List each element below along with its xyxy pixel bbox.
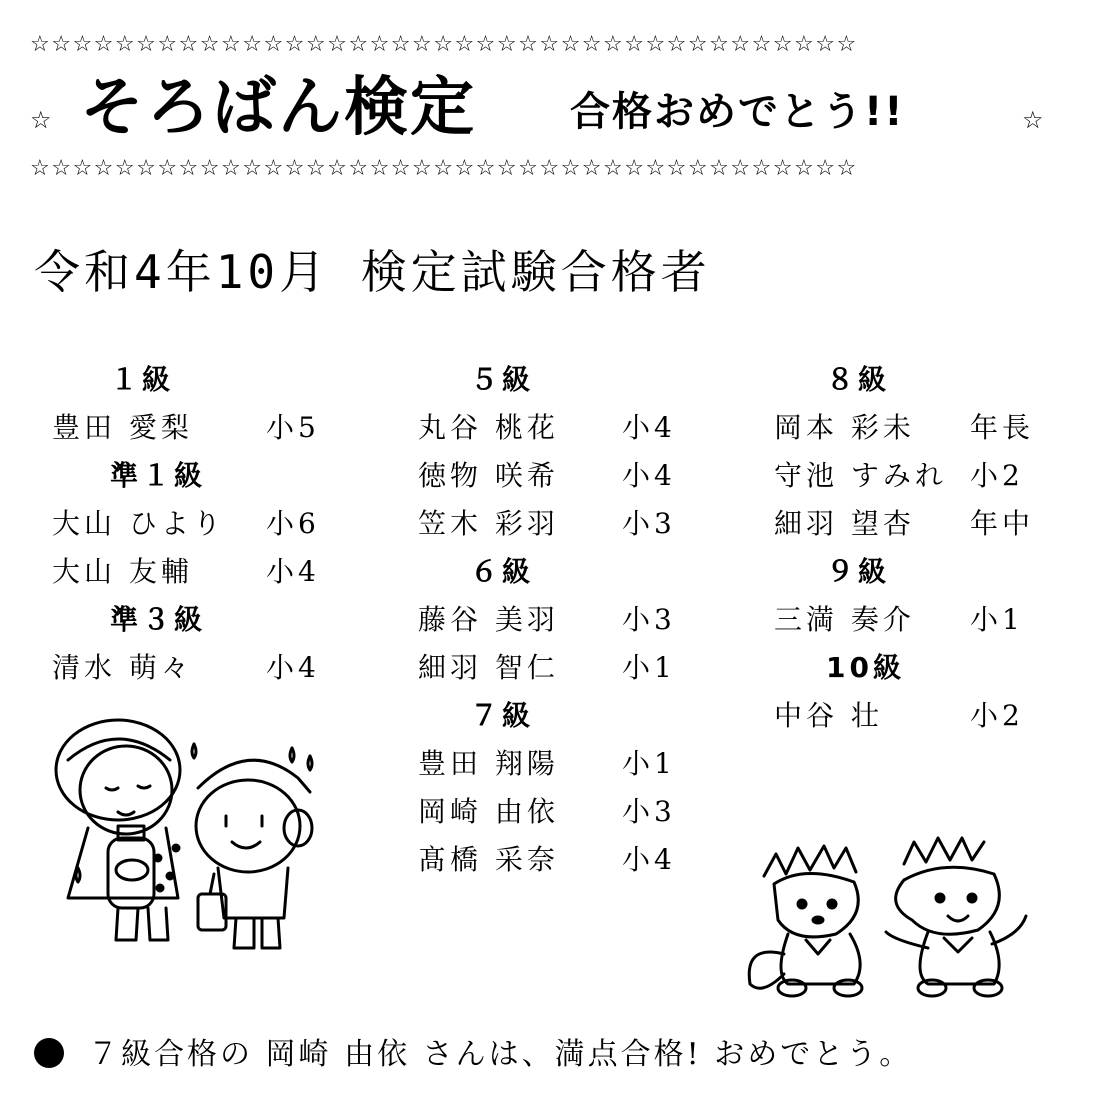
school-year: 小4 (266, 555, 320, 588)
school-year: 小3 (622, 603, 676, 636)
school-year: 小2 (970, 459, 1024, 492)
result-row (410, 644, 740, 692)
page-subtitle: 令和4年10月 検定試験合格者 (34, 245, 711, 299)
result-row (750, 596, 1050, 644)
student-name: 中谷 壮 (774, 699, 883, 732)
school-year: 小4 (622, 459, 676, 492)
star-right-icon: ☆ (1022, 106, 1044, 134)
star-left-icon: ☆ (30, 106, 52, 134)
student-name: 大山 ひより (52, 507, 225, 540)
result-row (410, 740, 740, 788)
result-row (410, 500, 740, 548)
grade-heading: ９級 (826, 555, 891, 588)
school-year: 小6 (266, 507, 320, 540)
school-year: 年長 (970, 411, 1035, 444)
grade-heading: ５級 (470, 363, 535, 396)
student-name: 笠木 彩羽 (418, 507, 559, 540)
grade-heading: 準１級 (110, 459, 207, 492)
result-row (30, 548, 360, 596)
student-name: 丸谷 桃花 (418, 411, 559, 444)
result-row (750, 452, 1050, 500)
results-column-3 (750, 356, 1050, 740)
student-name: 髙橋 采奈 (418, 843, 559, 876)
grade-heading: ８級 (826, 363, 891, 396)
grade-heading: 準３級 (110, 603, 207, 636)
school-year: 小4 (622, 843, 676, 876)
result-row (30, 404, 360, 452)
grade-heading: １級 (110, 363, 175, 396)
result-row (410, 596, 740, 644)
school-year: 小4 (622, 411, 676, 444)
school-year: 小3 (622, 507, 676, 540)
result-row (410, 452, 740, 500)
student-name: 守池 すみれ (774, 459, 947, 492)
school-year: 小4 (266, 651, 320, 684)
children-drinking-illustration (48, 708, 338, 958)
student-name: 大山 友輔 (52, 555, 193, 588)
student-name: 岡本 彩未 (774, 411, 915, 444)
student-name: 細羽 智仁 (418, 651, 559, 684)
results-column-1 (30, 356, 360, 692)
student-name: 岡崎 由依 (418, 795, 559, 828)
grade-heading: 10級 (826, 651, 905, 684)
school-year: 小1 (622, 747, 676, 780)
star-border-top: ☆☆☆☆☆☆☆☆☆☆☆☆☆☆☆☆☆☆☆☆☆☆☆☆☆☆☆☆☆☆☆☆☆☆☆☆☆☆☆ (30, 32, 858, 57)
results-column-2 (410, 356, 740, 884)
student-name: 細羽 望杏 (774, 507, 915, 540)
school-year: 小3 (622, 795, 676, 828)
grade-heading: ６級 (470, 555, 535, 588)
banner-congrats: 合格おめでとう!! (570, 89, 905, 135)
student-name: 豊田 翔陽 (418, 747, 559, 780)
student-name: 清水 萌々 (52, 651, 193, 684)
result-row (410, 404, 740, 452)
grade-heading: ７級 (470, 699, 535, 732)
footer-note (34, 1030, 912, 1080)
school-year: 年中 (970, 507, 1035, 540)
footer-text: ７級合格の 岡崎 由依 さんは、満点合格! おめでとう。 (88, 1037, 913, 1072)
bullet-dot-icon (34, 1038, 64, 1068)
fox-characters-illustration (744, 824, 1034, 1004)
student-name: 三満 奏介 (774, 603, 915, 636)
banner-title: そろばん検定 (80, 71, 476, 145)
student-name: 徳物 咲希 (418, 459, 559, 492)
student-name: 藤谷 美羽 (418, 603, 559, 636)
result-row (750, 500, 1050, 548)
result-row (750, 692, 1050, 740)
result-row (750, 404, 1050, 452)
student-name: 豊田 愛梨 (52, 411, 193, 444)
result-row (410, 836, 740, 884)
result-row (30, 500, 360, 548)
school-year: 小5 (266, 411, 320, 444)
school-year: 小1 (622, 651, 676, 684)
school-year: 小2 (970, 699, 1024, 732)
result-row (30, 644, 360, 692)
star-border-bottom: ☆☆☆☆☆☆☆☆☆☆☆☆☆☆☆☆☆☆☆☆☆☆☆☆☆☆☆☆☆☆☆☆☆☆☆☆☆☆☆ (30, 156, 858, 181)
result-row (410, 788, 740, 836)
school-year: 小1 (970, 603, 1024, 636)
